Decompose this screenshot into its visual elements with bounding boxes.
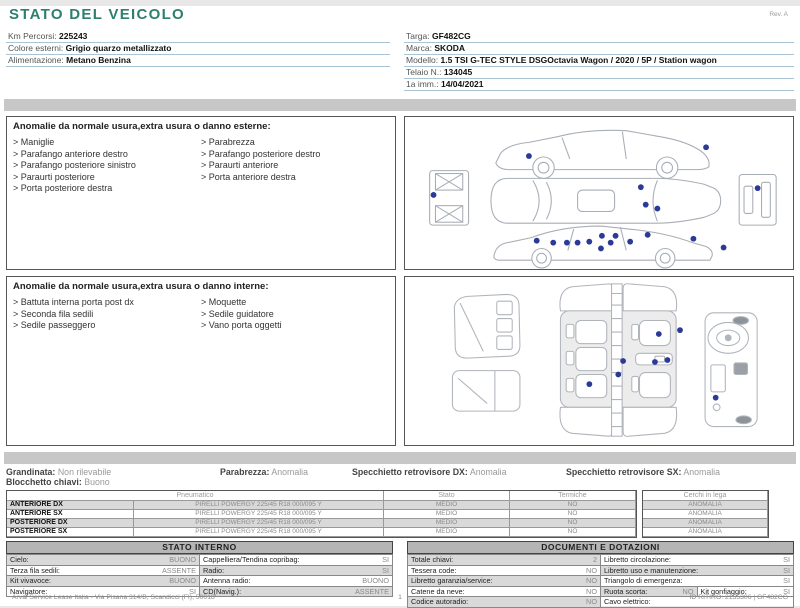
doc-cell-cavo-elettrico: Cavo elettrico: bbox=[601, 596, 794, 607]
interno-cell-cielo: Cielo: BUONO bbox=[7, 554, 200, 565]
field-marca: Marca: SKODA bbox=[404, 43, 794, 55]
internal-anomalies-col2 bbox=[201, 297, 389, 332]
table-row: ANTERIORE SX bbox=[7, 510, 134, 519]
column-header: Termiche bbox=[510, 491, 636, 501]
anomaly-item: > Parabrezza bbox=[201, 137, 389, 149]
field-km: Km Percorsi: 225243 bbox=[6, 31, 390, 43]
exterior-damage-diagram bbox=[404, 116, 794, 270]
doc-cell-catene: Catene da neve: NO bbox=[408, 586, 601, 597]
external-anomalies-section bbox=[6, 116, 794, 270]
section-header: STATO INTERNO bbox=[6, 541, 393, 554]
alloy-wheels-table: Cerchi in lega ANOMALIA ANOMALIA ANOMALIA ANOMALIA bbox=[642, 490, 769, 538]
anomaly-item: > Sedile passeggero bbox=[13, 320, 201, 332]
car-exterior-views bbox=[413, 120, 785, 266]
doc-subcell-ruota-scorta: Ruota scorta: NO bbox=[601, 587, 698, 597]
summary-specchietto-dx: Specchietto retrovisore DX: Anomalia bbox=[352, 467, 507, 477]
field-modello: Modello: 1.5 TSI G-TEC STYLE DSGOctavia Wagon / 2020 / 5P / Station wagon bbox=[404, 55, 794, 67]
internal-anomalies-section bbox=[6, 276, 794, 446]
anomaly-item: > Paraurti anteriore bbox=[201, 160, 389, 172]
footer-ritiro-id: ID RITIRO: 2155306 | GF482CG bbox=[689, 594, 788, 601]
table-row: POSTERIORE SX bbox=[7, 528, 134, 537]
footer-company: Arval Service Lease Italia - Via Pisana 314/B, Scandicci (FI), 50018 bbox=[12, 594, 215, 601]
cabin-door-front-top bbox=[623, 284, 677, 311]
doc-cell-codice-autoradio: Codice autoradio: NO bbox=[408, 596, 601, 607]
page-title: STATO DEL VEICOLO bbox=[9, 6, 186, 23]
vehicle-header-left bbox=[6, 31, 390, 91]
external-anomalies-col1 bbox=[13, 137, 201, 195]
interno-cell-antenna: Antenna radio: BUONO bbox=[200, 575, 393, 586]
anomaly-item: > Moquette bbox=[201, 297, 389, 309]
summary-grandinata: Grandinata: Non rilevabile bbox=[6, 467, 112, 477]
vehicle-header-right bbox=[404, 31, 794, 91]
summary-blocchetto-chiavi: Blocchetto chiavi: Buono bbox=[6, 477, 110, 487]
table-row: POSTERIORE DX bbox=[7, 519, 134, 528]
doc-cell-triangolo: Triangolo di emergenza: SI bbox=[601, 575, 794, 586]
doc-cell-libretto-uso: Libretto uso e manutenzione: SI bbox=[601, 565, 794, 576]
condition-summary bbox=[6, 467, 794, 487]
anomaly-item: > Maniglie bbox=[13, 137, 201, 149]
separator-bar-top bbox=[4, 99, 796, 111]
anomaly-item: > Parafango anteriore destro bbox=[13, 149, 201, 161]
anomaly-item: > Vano porta oggetti bbox=[201, 320, 389, 332]
anomaly-item: > Sedile guidatore bbox=[201, 309, 389, 321]
table-row: ANTERIORE DX bbox=[7, 501, 134, 510]
field-prima-immatricolazione: 1a imm.: 14/04/2021 bbox=[404, 79, 794, 91]
column-header: Cerchi in lega bbox=[643, 491, 768, 501]
external-anomalies-col2 bbox=[201, 137, 389, 195]
cabin-door-rear-bottom bbox=[560, 407, 614, 436]
doc-subcell-kit-gonfiaggio: Kit gonfiaggio: SI bbox=[700, 586, 790, 596]
anomaly-item: > Parafango posteriore sinistro bbox=[13, 160, 201, 172]
column-header: Pneumatico bbox=[7, 491, 384, 501]
interno-cell-vivavoce: Kit vivavoce: BUONO bbox=[7, 575, 200, 586]
internal-anomalies-list: Anomalie da normale usura,extra usura o danno interne: > Battuta interna porta post dx > Seconda fila sedili > Sedile passeggero > Moquette > Sedile guidatore > Vano porta oggetti bbox=[6, 276, 396, 446]
tyre-table: Pneumatico Stato Termiche ANTERIORE DX PIRELLI POWERGY 225/45 R18 000/095 Y MEDIO NO ANTERIORE SX PIRELLI POWERGY 225/45 R18 000/095 Y MEDIO NO POSTERIORE DX PIRELLI POWERGY 225/45 R18 000/095 Y MEDIO NO POSTERIORE SX PIRELLI POWERGY 225/45 R18 000/095 Y MEDIO NO bbox=[6, 490, 637, 538]
doc-cell-tessera-code: Tessera code: NO bbox=[408, 565, 601, 576]
cabin-door-rear-top bbox=[560, 284, 614, 311]
summary-specchietto-sx: Specchietto retrovisore SX: Anomalia bbox=[566, 467, 721, 477]
exterior-damage-dots bbox=[431, 144, 761, 251]
interno-cell-radio: Radio: SI bbox=[200, 565, 393, 576]
column-header: Stato bbox=[384, 491, 510, 501]
field-alimentazione: Alimentazione: Metano Benzina bbox=[6, 55, 390, 67]
interno-cell-navigatore: Navigatore: SI bbox=[7, 586, 200, 597]
field-colore: Colore esterni: Grigio quarzo metallizzato bbox=[6, 43, 390, 55]
car-plan-view bbox=[491, 178, 721, 223]
field-telaio: Telaio N.: 134045 bbox=[404, 67, 794, 79]
anomaly-item: > Porta posteriore destra bbox=[13, 183, 201, 195]
doc-cell-libretto-circolazione: Libretto circolazione: SI bbox=[601, 554, 794, 565]
external-anomalies-list: Anomalie da normale usura,extra usura o danno esterne: > Maniglie > Parafango anteriore destro > Parafango posteriore sinistro > Paraurti posteriore > Porta posteriore destra > Parabrezza > Parafango posteriore destro > Paraurti anteriore > Porta anteriore destra bbox=[6, 116, 396, 270]
parcel-shelf-view bbox=[452, 371, 520, 412]
car-interior-views bbox=[413, 280, 785, 442]
internal-anomalies-col1 bbox=[13, 297, 201, 332]
interno-cell-cd: CD(Navig.): ASSENTE bbox=[200, 586, 393, 597]
vehicle-header bbox=[6, 31, 794, 91]
page-footer bbox=[12, 594, 788, 601]
tyre-tables bbox=[6, 490, 794, 538]
anomaly-item: > Parafango posteriore destro bbox=[201, 149, 389, 161]
interno-cell-cappelliera: Cappelliera/Tendina copribag: SI bbox=[200, 554, 393, 565]
section-header: DOCUMENTI E DOTAZIONI bbox=[407, 541, 794, 554]
revision-label: Rev. A bbox=[769, 11, 788, 18]
summary-parabrezza: Parabrezza: Anomalia bbox=[220, 467, 309, 477]
doc-cell-totale-chiavi: Totale chiavi: 2 bbox=[408, 554, 601, 565]
car-side-view-bottom bbox=[494, 226, 712, 260]
doc-cell-libretto-garanzia: Libretto garanzia/service: NO bbox=[408, 575, 601, 586]
separator-bar-bottom bbox=[4, 452, 796, 464]
anomaly-item: > Porta anteriore destra bbox=[201, 172, 389, 184]
trunk-view bbox=[454, 294, 520, 358]
interno-cell-terza-fila: Terza fila sedili: ASSENTE bbox=[7, 565, 200, 576]
field-targa: Targa: GF482CG bbox=[404, 31, 794, 43]
vehicle-condition-report bbox=[0, 6, 800, 606]
cabin-door-front-bottom bbox=[623, 407, 677, 436]
anomaly-item: > Paraurti posteriore bbox=[13, 172, 201, 184]
anomaly-item: > Seconda fila sedili bbox=[13, 309, 201, 321]
footer-page-number: 1 bbox=[398, 594, 402, 601]
interior-damage-diagram bbox=[404, 276, 794, 446]
anomaly-item: > Battuta interna porta post dx bbox=[13, 297, 201, 309]
